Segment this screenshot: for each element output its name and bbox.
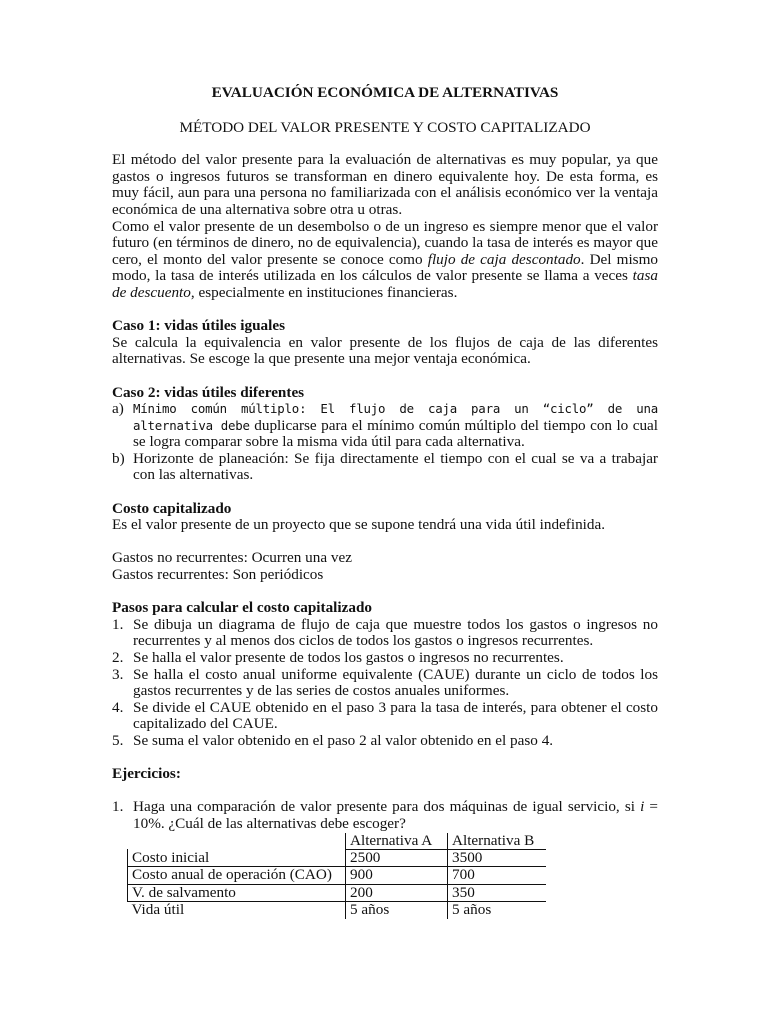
- table-cell: V. de salvamento: [128, 884, 346, 901]
- ejercicios-heading: Ejercicios:: [112, 765, 181, 783]
- list-item: 5. Se suma el valor obtenido en el paso 2 al valor obtenido en el paso 4.: [112, 731, 554, 749]
- table-header-cell: Alternativa A: [346, 833, 448, 850]
- document-title: EVALUACIÓN ECONÓMICA DE ALTERNATIVAS: [211, 84, 559, 101]
- table-header-row: [128, 833, 547, 850]
- table-cell: Vida útil: [131, 901, 185, 919]
- list-item: 1. Se dibuja un diagrama de flujo de caja que muestre todos los gastos o ingresos no recurrentes y al menos dos ciclos de todos los gastos o ingresos recurrentes.: [112, 615, 658, 650]
- intro-paragraph-2: Como el valor presente de un desembolso o de un ingreso es siempre menor que el valor futuro (en términos de dinero, no de equivalencia), cuando la tasa de interés es mayor que cero, el monto del valor presente se conoce como flujo de caja descontado. Del mismo modo, la tasa de interés utilizada en los cálculos de valor presente se llama a veces tasa de descuento, especialmente en instituciones financieras.: [112, 217, 658, 301]
- table-header-cell: Alternativa B: [448, 833, 547, 850]
- table-row: [128, 867, 547, 884]
- table-cell: Costo inicial: [128, 849, 346, 866]
- pasos-heading: Pasos para calcular el costo capitalizado: [112, 599, 372, 617]
- costo-heading: Costo capitalizado: [112, 499, 232, 517]
- caso1-heading: Caso 1: vidas útiles iguales: [112, 317, 285, 335]
- costo-text: Es el valor presente de un proyecto que se supone tendrá una vida útil indefinida.: [112, 516, 606, 534]
- table-cell: 900: [346, 867, 448, 884]
- table-cell: 200: [346, 884, 448, 901]
- term-flujo-descontado: flujo de caja descontado: [427, 250, 581, 268]
- comparison-table: [127, 833, 546, 919]
- table-cell: 5 años: [448, 902, 547, 919]
- list-item: a) Mínimo común múltiplo: El flujo de caja para un “ciclo” de una alternativa debe duplicarse para el mínimo común múltiplo del tiempo con lo cual se logra comparar sobre la misma vida útil para cada alternativa.: [112, 400, 659, 451]
- list-item: 1. Haga una comparación de valor presente para dos máquinas de igual servicio, si i = 10%. ¿Cuál de las alternativas debe escoger?: [112, 798, 658, 832]
- intro-paragraph-1: El método del valor presente para la evaluación de alternativas es muy popular, ya que gastos o ingresos futuros se transforman en dinero equivalente hoy. De esta forma, es muy fácil, aun para una persona no familiarizada con el análisis económico ver la ventaja económica de una alternativa sobre otra u otras.: [112, 151, 658, 218]
- list-item: b) Horizonte de planeación: Se fija directamente el tiempo con el cual se va a trabajar con las alternativas.: [112, 449, 658, 484]
- caso2-heading: Caso 2: vidas útiles diferentes: [112, 383, 305, 401]
- table-row: [128, 902, 547, 919]
- table-row: [128, 849, 547, 866]
- table-cell: 350: [448, 884, 547, 901]
- pasos-list: [112, 617, 658, 750]
- gastos-recurrentes: Gastos recurrentes: Son periódicos: [112, 566, 324, 584]
- term-tasa-descuento: tasa de descuento: [112, 267, 658, 301]
- table-cell: Costo anual de operación (CAO): [128, 867, 346, 884]
- caso2-list: [112, 401, 658, 484]
- table-header-cell: [128, 833, 346, 850]
- gastos-no-recurrentes: Gastos no recurrentes: Ocurren una vez: [112, 549, 352, 567]
- caso1-text: Se calcula la equivalencia en valor presente de los flujos de caja de las diferentes alternativas. Se escoge la que presente una mejor ventaja económica.: [112, 333, 658, 368]
- interest-symbol: i: [640, 798, 645, 816]
- table-cell: 700: [448, 867, 547, 884]
- document-subtitle: MÉTODO DEL VALOR PRESENTE Y COSTO CAPITALIZADO: [179, 118, 591, 136]
- table-cell: 2500: [346, 849, 448, 866]
- list-item: 2. Se halla el valor presente de todos los gastos o ingresos no recurrentes.: [112, 649, 564, 666]
- ejercicios-list: [112, 799, 658, 832]
- table-cell: 5 años: [346, 902, 448, 919]
- list-item: 3. Se halla el costo anual uniforme equivalente (CAUE) durante un ciclo de todos los gastos recurrentes y de las series de costos anuales uniformes.: [112, 665, 658, 700]
- table-row: [128, 884, 547, 901]
- list-item: 4. Se divide el CAUE obtenido en el paso 3 para la tasa de interés, para obtener el costo capitalizado del CAUE.: [112, 698, 658, 733]
- document-body: [112, 85, 658, 919]
- table-cell: 3500: [448, 849, 547, 866]
